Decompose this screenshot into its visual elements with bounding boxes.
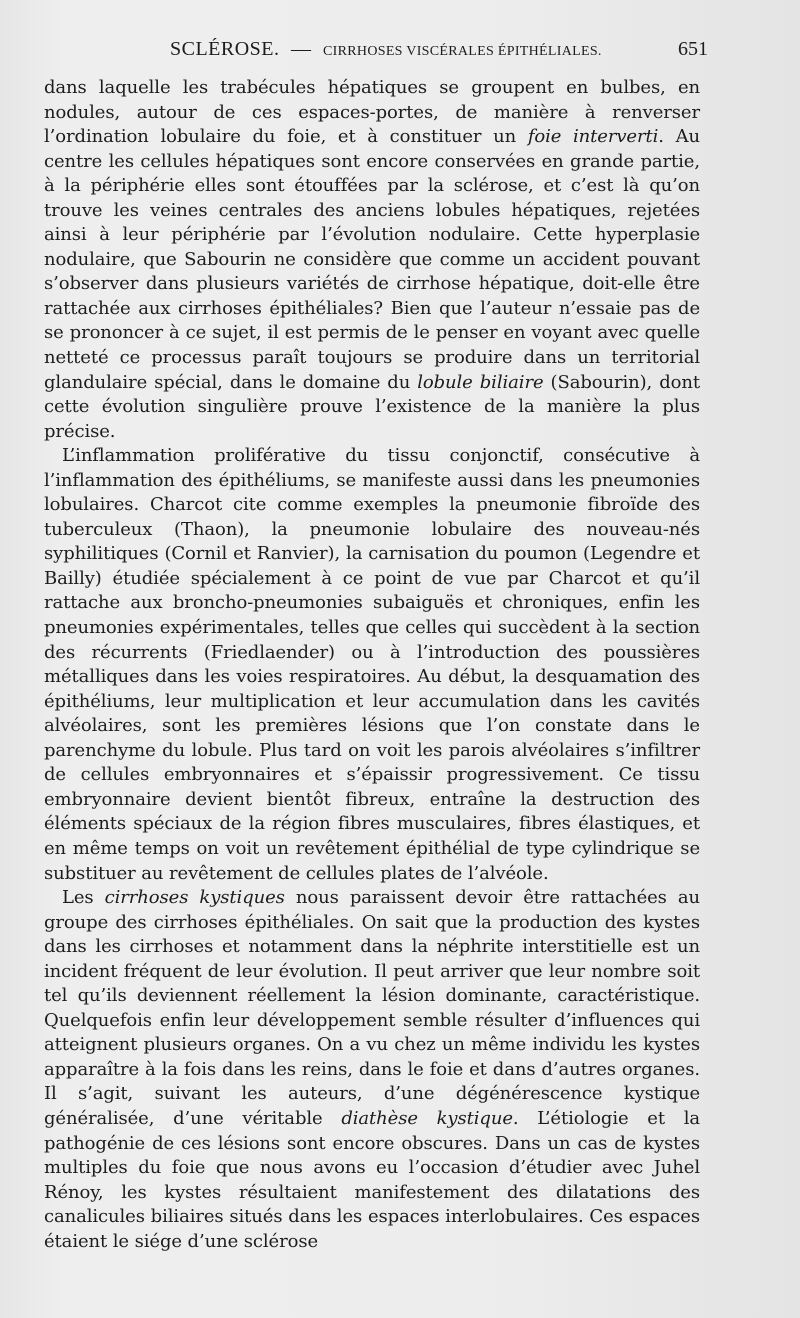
italic-term-lobule-biliaire: lobule biliaire [417, 371, 544, 393]
header-title-line [170, 38, 602, 61]
running-header [170, 38, 708, 68]
text-segment: nous paraissent devoir être rattachées au groupe des cirrhoses épithéliales. On sait que la production des kystes dans les cirrhoses et notamment dans la néphrite interstitielle est un incident fréquent de leur évolution. Il peut arriver que leur nombre soit tel qu’ils deviennent réellement la lésion dominante, caractéristique. Quelquefois enfin leur développement semble résulter d’influences qui atteignent plusieurs organes. On a vu chez un même individu les kystes apparaître à la fois dans les reins, dans le foie et dans d’autres organes. Il s’agit, suivant les auteurs, d’une dégénérescence kystique généralisée, d’une véritable [44, 887, 701, 1129]
text-segment: L’inflammation proliférative du tissu conjonctif, consécutive à l’inflammation des épithéliums, se manifeste aussi dans les pneumonies lobulaires. Charcot cite comme exemples la pneumonie fibroïde des tuberculeux (Thaon), la pneumonie lobulaire des nouveau-nés syphilitiques (Cornil et Ranvier), la carnisation du poumon (Legendre et Bailly) étudiée spécialement à ce point de vue par Charcot et qu’il rattache aux broncho-pneumonies subaiguës et chroniques, enfin les pneumonies expérimentales, telles que celles qui succèdent à la section des récurrents (Friedlaender) ou à l’introduction des poussières métalliques dans les voies respiratoires. Au début, la desquamation des épithéliums, leur multiplication et leur accumulation dans les cavités alvéolaires, sont les premières lésions que l’on constate dans le parenchyme du lobule. Plus tard on voit les parois alvéolaires s’infiltrer de cellules embryonnaires et s’épaissir progressivement. Ce tissu embryonnaire devient bientôt fibreux, entraîne la destruction des éléments spéciaux de la région fibres musculaires, fibres élastiques, et en même temps on voit un revêtement épithélial de type cylindrique se substituer au revêtement de cellules plates de l’alvéole. [44, 445, 700, 884]
text-segment: dans laquelle les trabécules hépatiques se groupent en bulbes, en nodules, autour de ces espaces-portes, de manière à renverser l’ordination lobulaire du foie, et à constituer un [44, 77, 700, 148]
header-subtitle: CIRRHOSES VISCÉRALES ÉPITHÉLIALES. [323, 44, 602, 59]
header-title: SCLÉROSE. [170, 38, 280, 60]
body-text [44, 76, 700, 1254]
text-segment: . L’étiologie et la pathogénie de ces lésions sont encore obscures. Dans un cas de kystes multiples du foie que nous avons eu l’occasion d’étudier avec Juhel Rénoy, les kystes résultaient manifestement des dilatations des canalicules biliaires situés dans les espaces interlobulaires. Ces espaces étaient le siége d’une sclérose [44, 1107, 700, 1252]
text-segment: Les [62, 887, 105, 909]
italic-term-cirrhoses-kystiques: cirrhoses kystiques [104, 887, 285, 909]
italic-term-diathese-kystique: diathèse kystique [341, 1107, 513, 1129]
paragraph-continued-liver [44, 76, 700, 444]
text-segment: . Au centre les cellules hépatiques sont encore conservées en grande partie, à la périphérie elles sont étouffées par la sclérose, et c’est là qu’on trouve les veines centrales des anciens lobules hépatiques, rejetées ainsi à leur périphérie par l’évolution nodulaire. Cette hyperplasie nodulaire, que Sabourin ne considère que comme un accident pouvant s’observer dans plusieurs variétés de cirrhose hépatique, doit-elle être rattachée aux cirrhoses épithéliales? Bien que l’auteur n’essaie pas de se prononcer à ce sujet, il est permis de le penser en voyant avec quelle netteté ce processus paraît toujours se produire dans un territorial glandulaire spécial, dans le domaine du [44, 126, 700, 393]
page-number: 651 [678, 38, 708, 60]
header-dash: — [291, 38, 312, 60]
text-segment: (Sabourin), dont cette évolution singulière prouve l’existence de la manière la plus précise. [44, 371, 700, 442]
paragraph-pneumonies [44, 444, 700, 886]
paragraph-cirrhoses-kystiques [44, 886, 700, 1254]
italic-term-foie-interverti: foie interverti [527, 126, 659, 148]
